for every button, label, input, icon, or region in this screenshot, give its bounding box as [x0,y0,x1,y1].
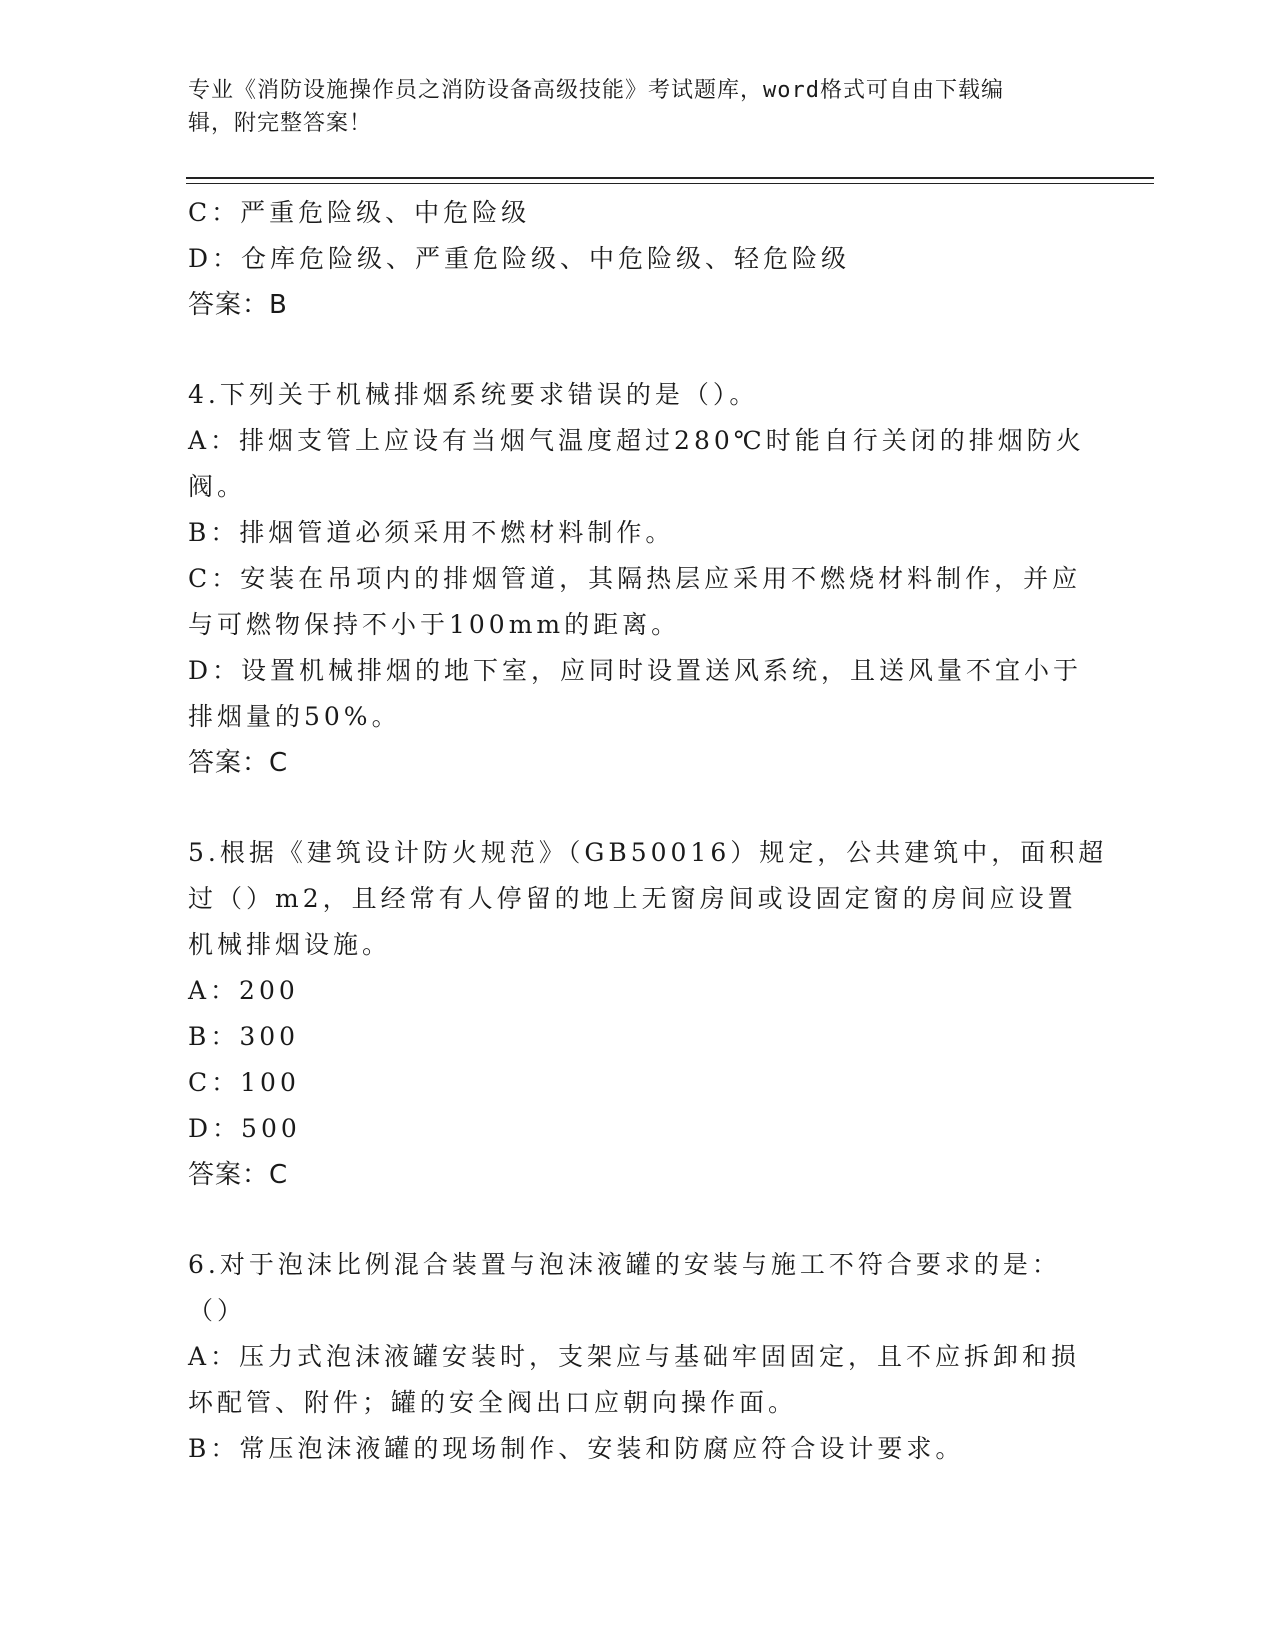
question-6 [188,1242,1088,1472]
answer: 答案：B [188,290,288,320]
option-d: D：仓库危险级、严重危险级、中危险级、轻危险级 [188,244,851,273]
question-3-tail [188,190,1088,328]
option-c-cont: 与可燃物保持不小于100mm的距离。 [188,610,681,639]
question-stem: 5.根据《建筑设计防火规范》（GB50016）规定，公共建筑中，面积超 [188,838,1108,867]
question-content [188,190,1108,1472]
answer: 答案：C [188,748,289,778]
question-stem-cont: 过（）m2，且经常有人停留的地上无窗房间或设固定窗的房间应设置 [188,884,1077,913]
option-a: A：200 [188,976,299,1005]
question-stem-cont: 机械排烟设施。 [188,930,392,959]
option-b: B：常压泡沫液罐的现场制作、安装和防腐应符合设计要求。 [188,1434,965,1463]
question-5 [188,830,1108,1198]
header-rule-thin [186,183,1154,184]
header-line-1: 专业《消防设施操作员之消防设备高级技能》考试题库，word格式可自由下载编 [188,78,1004,103]
question-stem: 4.下列关于机械排烟系统要求错误的是（）。 [188,380,759,409]
question-4 [188,372,1088,786]
question-stem: 6.对于泡沫比例混合装置与泡沫液罐的安装与施工不符合要求的是： [188,1250,1061,1279]
option-d: D：设置机械排烟的地下室，应同时设置送风系统，且送风量不宜小于 [188,656,1083,685]
header-line-2: 辑，附完整答案！ [188,111,373,136]
header-rule-thick [186,177,1154,179]
option-b: B：300 [188,1022,300,1051]
question-stem-cont: （） [188,1296,247,1325]
option-d: D：500 [188,1114,301,1143]
option-a-cont: 阀。 [188,472,247,501]
option-b: B：排烟管道必须采用不燃材料制作。 [188,518,675,547]
option-c: C：100 [188,1068,300,1097]
option-a: A：压力式泡沫液罐安装时，支架应与基础牢固固定，且不应拆卸和损 [188,1342,1081,1371]
option-c: C：安装在吊项内的排烟管道，其隔热层应采用不燃烧材料制作，并应 [188,564,1082,593]
answer: 答案：C [188,1160,289,1190]
option-a-cont: 坏配管、附件；罐的安全阀出口应朝向操作面。 [188,1388,798,1417]
document-header [188,74,1068,140]
option-c: C：严重危险级、中危险级 [188,198,531,227]
option-a: A：排烟支管上应设有当烟气温度超过280℃时能自行关闭的排烟防火 [188,426,1085,455]
option-d-cont: 排烟量的50%。 [188,702,401,731]
